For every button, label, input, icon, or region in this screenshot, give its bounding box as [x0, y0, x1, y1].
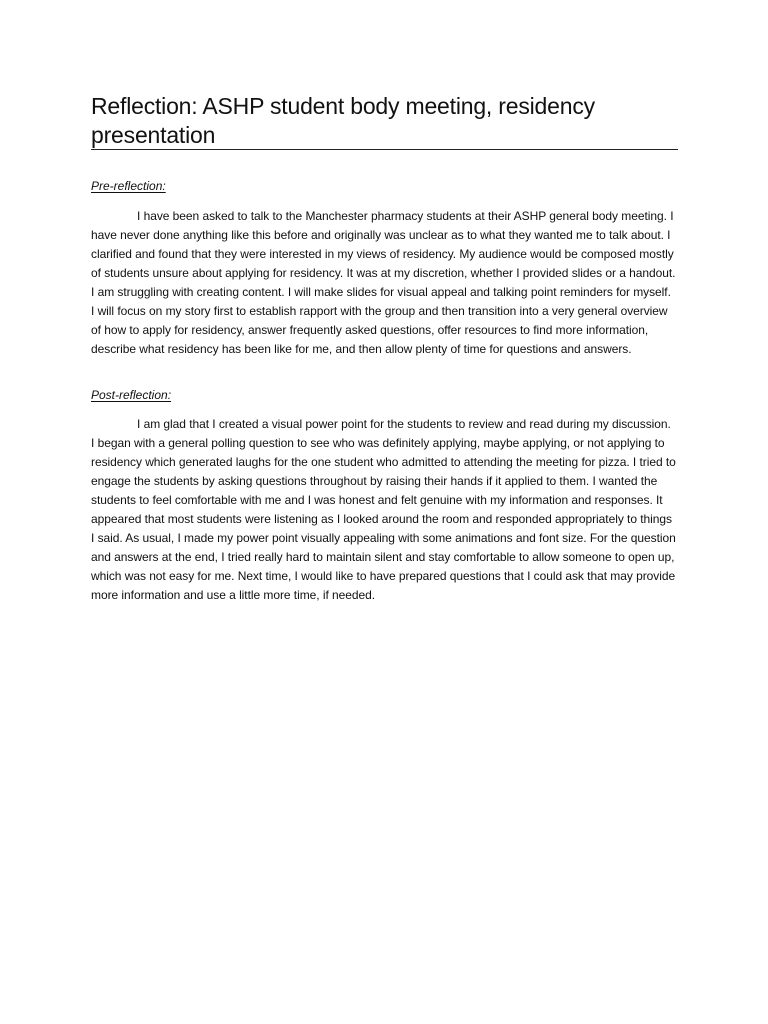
pre-reflection-heading: Pre-reflection:: [91, 179, 166, 193]
post-reflection-heading: Post-reflection:: [91, 388, 172, 402]
document-title: Reflection: ASHP student body meeting, residency presentation: [91, 93, 595, 148]
post-reflection-paragraph: I am glad that I created a visual power point for the students to review and read during my discussion. I began with a general polling question to see who was definitely applying, maybe applying, or not applying to residency which generated laughs for the one student who admitted to attending the meeting for pizza. I tried to engage the students by asking questions throughout by raising their hands if it applied to them. I wanted the students to feel comfortable with me and I was honest and felt genuine with my information and responses. It appeared that most students were listening as I looked around the room and responded appropriately to things I said. As usual, I made my power point visually appealing with some animations and font size. For the question and answers at the end, I tried really hard to maintain silent and stay comfortable to allow someone to open up, which was not easy for me. Next time, I would like to have prepared questions that I could ask that may provide more information and use a little more time, if needed.: [91, 417, 676, 602]
title-underline-divider: [91, 149, 678, 150]
pre-reflection-paragraph: I have been asked to talk to the Manchester pharmacy students at their ASHP general body meeting. I have never done anything like this before and originally was unclear as to what they wanted me to talk about. I clarified and found that they were interested in my views of residency. My audience would be composed mostly of students unsure about applying for residency. It was at my discretion, whether I provided slides or a handout. I am struggling with creating content. I will make slides for visual appeal and talking point reminders for myself. I will focus on my story first to establish rapport with the group and then transition into a very general overview of how to apply for residency, answer frequently asked questions, offer resources to find more information, describe what residency has been like for me, and then allow plenty of time for questions and answers.: [91, 209, 676, 356]
